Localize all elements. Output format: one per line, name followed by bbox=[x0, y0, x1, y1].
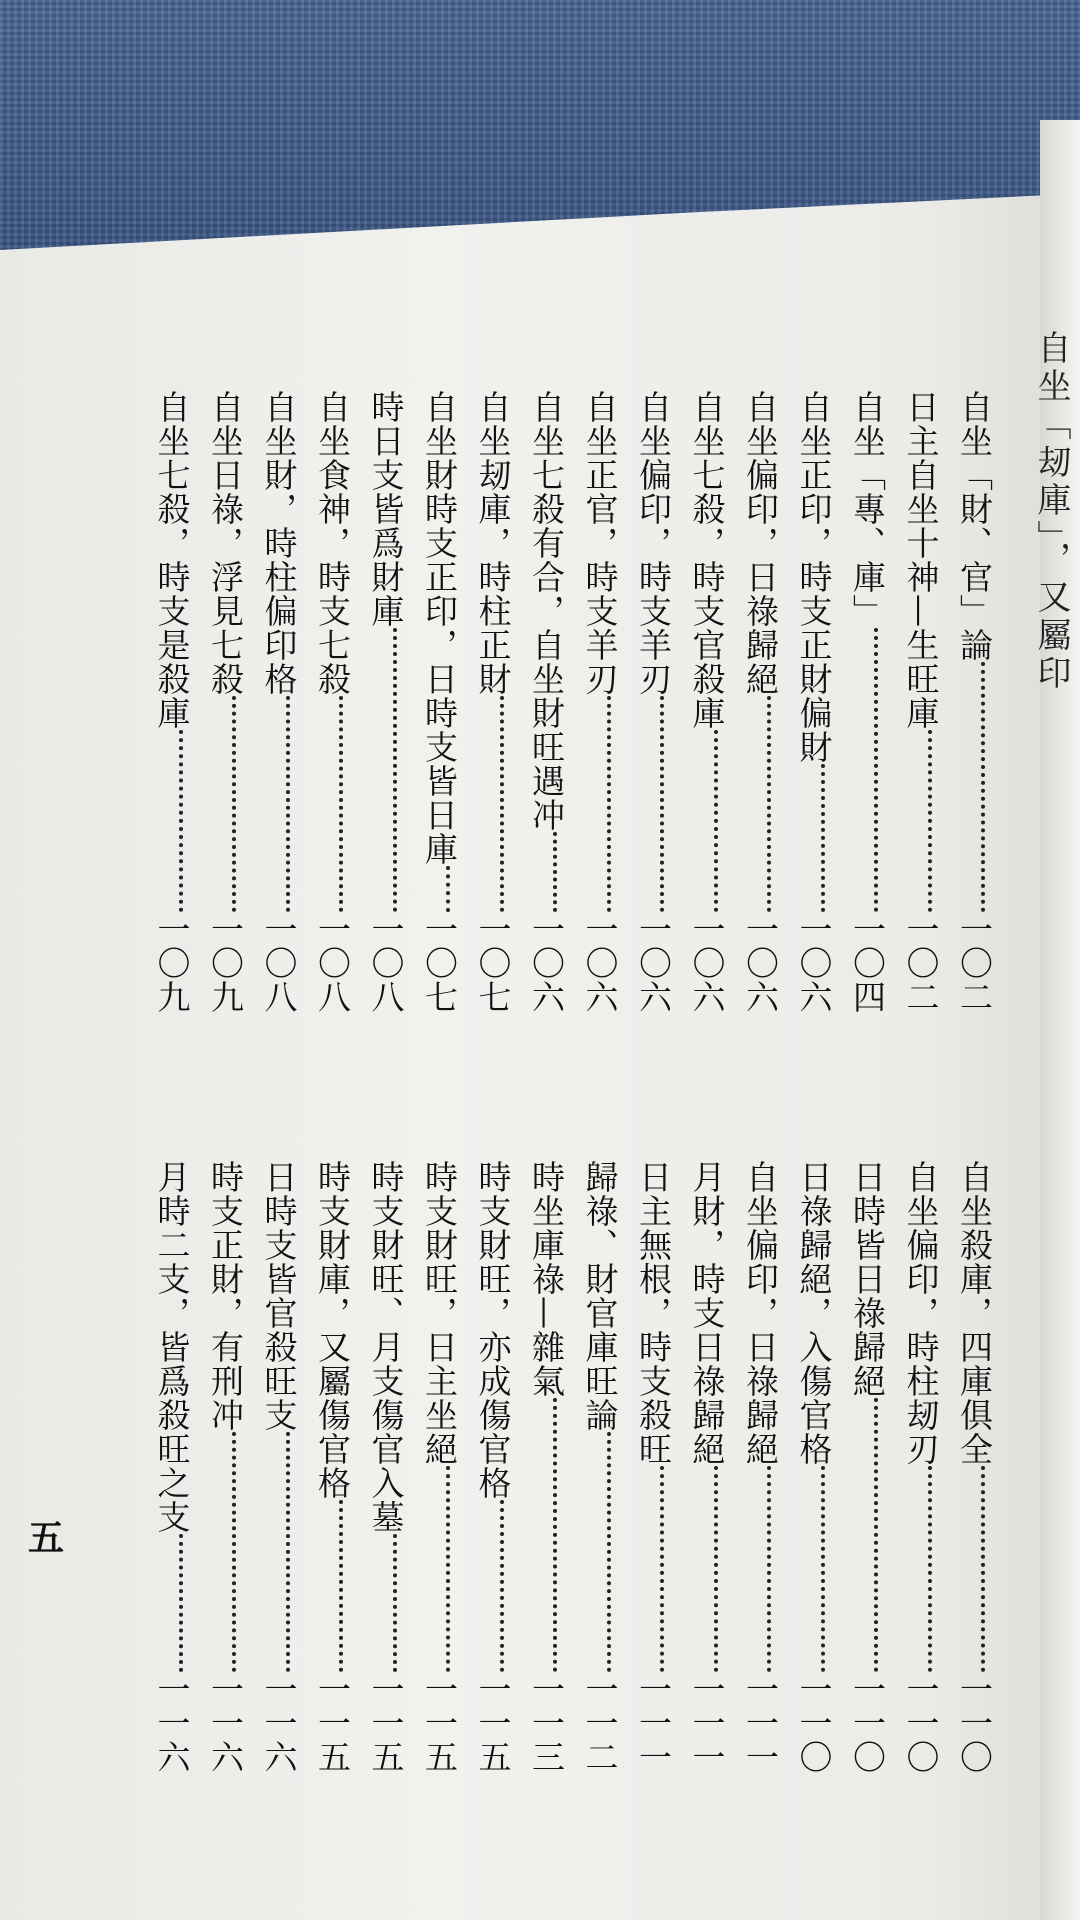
leader-dots bbox=[714, 1466, 718, 1672]
toc-entry-page: 一一一 bbox=[741, 1672, 780, 1774]
toc-entry-title: 自坐七殺，時支官殺庫 bbox=[687, 390, 727, 730]
toc-entry-page: 一一六 bbox=[259, 1672, 299, 1774]
toc-entry-page: 一〇四 bbox=[848, 912, 887, 1014]
toc-entry-title: 自坐「專、庫」 bbox=[848, 390, 887, 628]
toc-entry bbox=[794, 390, 839, 1014]
toc-entry-page: 一一五 bbox=[473, 1672, 513, 1774]
toc-entry-page: 一〇八 bbox=[366, 912, 406, 1014]
toc-entry-title: 自坐七殺，時支是殺庫 bbox=[152, 390, 192, 730]
toc-entry bbox=[313, 1160, 357, 1774]
toc-entry bbox=[473, 390, 518, 1014]
toc-entry-page: 一〇九 bbox=[152, 912, 192, 1014]
toc-entry-page: 一〇八 bbox=[259, 912, 299, 1014]
toc-entry bbox=[152, 1160, 197, 1774]
toc-entry-title: 自坐財，時柱偏印格 bbox=[259, 390, 299, 696]
toc-entry-page: 一〇七 bbox=[420, 912, 459, 1014]
toc-entry bbox=[848, 390, 892, 1014]
toc-entry bbox=[955, 390, 999, 1014]
leader-dots bbox=[500, 696, 504, 912]
toc-entry-title: 自坐偏印，日祿歸絕 bbox=[741, 390, 780, 696]
toc-entry-page: 一一〇 bbox=[901, 1672, 941, 1774]
running-title: 自坐「刼庫」，又屬印 bbox=[1031, 330, 1071, 693]
leader-dots bbox=[874, 628, 878, 912]
toc-entry-page: 一〇七 bbox=[473, 912, 513, 1014]
toc-entry bbox=[687, 1160, 732, 1774]
toc-entry-page: 一一二 bbox=[580, 1672, 620, 1774]
leader-dots bbox=[446, 1466, 450, 1672]
toc-entry-page: 一〇八 bbox=[313, 912, 352, 1014]
leader-dots bbox=[393, 628, 397, 912]
toc-entry bbox=[313, 390, 357, 1014]
leader-dots bbox=[660, 1466, 664, 1672]
toc-entry-page: 一〇六 bbox=[580, 912, 620, 1014]
toc-entry bbox=[580, 1160, 625, 1774]
toc-entry bbox=[206, 390, 250, 1014]
toc-entry-title: 時坐庫祿—雜氣 bbox=[527, 1160, 566, 1398]
toc-entry bbox=[366, 390, 411, 1014]
leader-dots bbox=[874, 1398, 878, 1672]
toc-entry bbox=[366, 1160, 411, 1774]
leader-dots bbox=[179, 730, 183, 912]
toc-entry-title: 自坐食神，時支七殺 bbox=[313, 390, 352, 696]
toc-entry-title: 日時支皆官殺旺支 bbox=[259, 1160, 299, 1432]
toc-entry bbox=[206, 1160, 250, 1774]
toc-entry-title: 歸祿、財官庫旺論 bbox=[580, 1160, 620, 1432]
toc-entry-title: 時支財旺、月支傷官入墓 bbox=[366, 1160, 406, 1534]
leader-dots bbox=[607, 696, 611, 912]
toc-entry-title: 自坐「財、官」論 bbox=[955, 390, 994, 662]
toc-entry-title: 日主無根，時支殺旺 bbox=[634, 1160, 673, 1466]
toc-entry-page: 一〇六 bbox=[741, 912, 780, 1014]
leader-dots bbox=[981, 662, 985, 912]
toc-entry-page: 一一五 bbox=[420, 1672, 459, 1774]
toc-entry bbox=[741, 1160, 785, 1774]
toc-entry-page: 一一六 bbox=[152, 1672, 192, 1774]
toc-entry-title: 自坐刼庫，時柱正財 bbox=[473, 390, 513, 696]
leader-dots bbox=[821, 1466, 825, 1672]
leader-dots bbox=[393, 1534, 397, 1672]
toc-entry bbox=[473, 1160, 518, 1774]
leader-dots bbox=[500, 1500, 504, 1672]
toc-entry-title: 自坐正官，時支羊刃 bbox=[580, 390, 620, 696]
toc-entry bbox=[420, 390, 464, 1014]
toc-entry-title: 時支財旺，亦成傷官格 bbox=[473, 1160, 513, 1500]
toc-entry-title: 時支正財，有刑冲 bbox=[206, 1160, 245, 1432]
leader-dots bbox=[232, 1432, 236, 1672]
leader-dots bbox=[286, 1432, 290, 1672]
leader-dots bbox=[767, 1466, 771, 1672]
toc-entry-page: 一〇二 bbox=[901, 912, 941, 1014]
toc-entry-page: 一一五 bbox=[313, 1672, 352, 1774]
leader-dots bbox=[232, 696, 236, 912]
toc-entry-title: 月財，時支日祿歸絕 bbox=[687, 1160, 727, 1466]
leader-dots bbox=[607, 1432, 611, 1672]
toc-entry-title: 時支財庫，又屬傷官格 bbox=[313, 1160, 352, 1500]
toc-entry-page: 一〇六 bbox=[794, 912, 834, 1014]
toc-entry-page: 一一〇 bbox=[955, 1672, 994, 1774]
leader-dots bbox=[339, 696, 343, 912]
toc-entry-page: 一一一 bbox=[687, 1672, 727, 1774]
toc-entry-page: 一一〇 bbox=[848, 1672, 887, 1774]
toc-entry bbox=[259, 1160, 304, 1774]
toc-entry-title: 自坐偏印，日祿歸絕 bbox=[741, 1160, 780, 1466]
toc-entry bbox=[634, 390, 678, 1014]
toc-entry-title: 自坐正印，時支正財偏財 bbox=[794, 390, 834, 764]
toc-entry-title: 時支財旺，日主坐絕 bbox=[420, 1160, 459, 1466]
page-number: 五 bbox=[28, 1517, 65, 1559]
leader-dots bbox=[714, 730, 718, 912]
toc-entry bbox=[527, 1160, 571, 1774]
toc-entry-title: 日時皆日祿歸絕 bbox=[848, 1160, 887, 1398]
toc-entry-title: 日主自坐十神—生旺庫 bbox=[901, 390, 941, 730]
leader-dots bbox=[446, 866, 450, 912]
toc-entry bbox=[527, 390, 571, 1014]
leader-dots bbox=[767, 696, 771, 912]
toc-entry-title: 自坐偏印，時柱刼刃 bbox=[901, 1160, 941, 1466]
toc-entry bbox=[741, 390, 785, 1014]
toc-entry-title: 自坐財時支正印，日時支皆日庫 bbox=[420, 390, 459, 866]
leader-dots bbox=[821, 764, 825, 912]
toc-entry-title: 自坐殺庫，四庫俱全 bbox=[955, 1160, 994, 1466]
toc-entry bbox=[687, 390, 732, 1014]
toc-entry-title: 自坐七殺有合，自坐財旺遇冲 bbox=[527, 390, 566, 832]
toc-entry-page: 一〇九 bbox=[206, 912, 245, 1014]
toc-entry-page: 一〇六 bbox=[527, 912, 566, 1014]
toc-entry bbox=[420, 1160, 464, 1774]
toc-entry bbox=[901, 390, 946, 1014]
toc-entry-page: 一一〇 bbox=[794, 1672, 834, 1774]
leader-dots bbox=[660, 696, 664, 912]
toc-entry-page: 一〇六 bbox=[634, 912, 673, 1014]
toc-entry-page: 一〇二 bbox=[955, 912, 994, 1014]
toc-entry bbox=[848, 1160, 892, 1774]
toc-entry bbox=[259, 390, 304, 1014]
toc-entry-title: 月時二支，皆爲殺旺之支 bbox=[152, 1160, 192, 1534]
toc-entry-title: 時日支皆爲財庫 bbox=[366, 390, 406, 628]
toc-entry-title: 日祿歸絕，入傷官格 bbox=[794, 1160, 834, 1466]
toc-entry bbox=[955, 1160, 999, 1774]
leader-dots bbox=[928, 730, 932, 912]
leader-dots bbox=[928, 1466, 932, 1672]
toc-entry-title: 自坐日祿，浮見七殺 bbox=[206, 390, 245, 696]
toc-entry bbox=[901, 1160, 946, 1774]
toc-entry-title: 自坐偏印，時支羊刃 bbox=[634, 390, 673, 696]
toc-entry bbox=[580, 390, 625, 1014]
toc-entry-page: 一〇六 bbox=[687, 912, 727, 1014]
leader-dots bbox=[553, 1398, 557, 1672]
leader-dots bbox=[981, 1466, 985, 1672]
leader-dots bbox=[339, 1500, 343, 1672]
leader-dots bbox=[286, 696, 290, 912]
toc-entry-page: 一一五 bbox=[366, 1672, 406, 1774]
toc-entry bbox=[152, 390, 197, 1014]
toc-entry bbox=[634, 1160, 678, 1774]
leader-dots bbox=[179, 1534, 183, 1672]
toc-entry-page: 一一三 bbox=[527, 1672, 566, 1774]
leader-dots bbox=[553, 832, 557, 912]
toc-entry-page: 一一一 bbox=[634, 1672, 673, 1774]
toc-entry-page: 一一六 bbox=[206, 1672, 245, 1774]
toc-entry bbox=[794, 1160, 839, 1774]
